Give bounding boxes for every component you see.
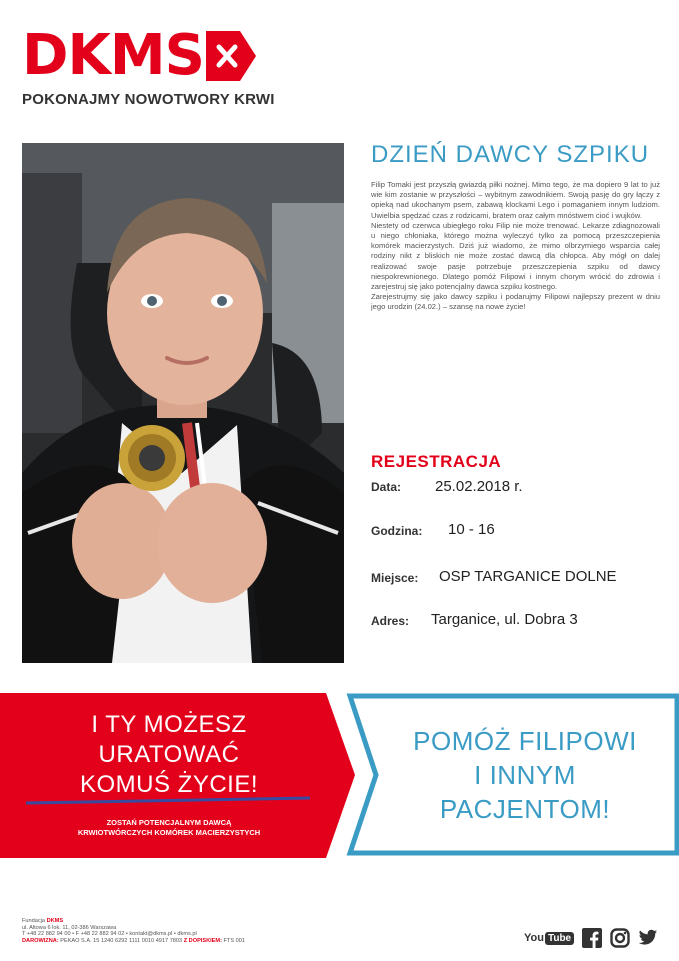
event-story (371, 180, 660, 313)
donation-note: FTS 001 (221, 937, 245, 944)
place-label: Miejsce: (371, 571, 419, 585)
date-label: Data: (371, 480, 402, 494)
story-paragraph: Niestety od czerwca ubiegłego roku Filip nie może trenować. Lekarze zdiagnozowali u niego chłoniaka, którego można wyleczyć tylko za pomocą przeszczepienia komórek macierzystych. Dziś już wiadomo, że mimo olbrzymiego wsparcia całej rodziny nikt z bliskich nie może zostać dawcą dla chłopca. Aby mógł on dalej realizować swoje pasje potrzebuje przeszczepienia szpiku od dawcy niespokrewnionego. Dlatego pomóż Filipowi i innym chorym wrócić do zdrowia i zarejestruj się jako potencjalny dawca szpiku kostnego. (371, 220, 660, 292)
social-links (524, 928, 658, 948)
twitter-icon[interactable] (638, 928, 658, 948)
footer-org-name: DKMS (46, 918, 64, 924)
date-value: 25.02.2018 r. (435, 478, 523, 495)
youtube-tube: Tube (545, 932, 574, 945)
tagline: POKONAJMY NOWOTWORY KRWI (22, 91, 275, 108)
youtube-you: You (524, 932, 544, 944)
blue-headline-line: I INNYM (474, 760, 576, 790)
registration-title: REJESTRACJA (371, 452, 502, 471)
blue-headline-line: PACJENTOM! (439, 794, 611, 824)
dkms-logo (22, 23, 256, 88)
address-label: Adres: (371, 614, 410, 628)
footer-org-prefix: Fundacja (22, 918, 47, 924)
red-subtext-line: KRWIOTWÓRCZYCH KOMÓREK MACIERZYSTYCH (77, 828, 261, 837)
red-headline-line: URATOWAĆ (98, 741, 240, 768)
footer-address: ul. Altowa 6 lok. 11, 02-386 Warszawa (22, 924, 117, 931)
youtube-icon[interactable] (524, 932, 574, 945)
donation-note-label: Z DOPISKIEM: (183, 937, 222, 944)
footer-phone: T +48 22 882 94 00 • F +48 22 882 94 02 • kontakt@dkms.pl • dkms.pl (22, 931, 197, 938)
time-value: 10 - 16 (448, 521, 495, 538)
event-title: DZIEŃ DAWCY SZPIKU (371, 141, 650, 168)
logo-text: DKMS (22, 23, 204, 88)
blue-headline (380, 724, 670, 826)
red-headline-line: KOMUŚ ŻYCIE! (79, 771, 259, 798)
red-headline-line: I TY MOŻESZ (91, 711, 247, 738)
footer-donation (22, 938, 352, 945)
story-paragraph: Filip Tomaki jest przyszłą gwiazdą piłki nożnej. Mimo tego, że ma dopiero 9 lat to już wie kim zostanie w przyszłości – wybitnym zawodnikiem. Swoją pasję do gry łączy z opieką nad ukochanym psem, zabawą klockami Lego i pomaganiem innym ludziom. Uwielbia spędzać czas z rodzicami, bratem oraz całym mnóstwem cioć i wujków. (371, 180, 660, 220)
donation-account: PEKAO S.A. 15 1240 6292 1111 0010 4917 7803 (58, 937, 184, 944)
red-subtext-line: ZOSTAŃ POTENCJALNYM DAWCĄ (106, 818, 232, 827)
instagram-icon[interactable] (610, 928, 630, 948)
footer-org (22, 918, 352, 925)
boy-with-medal-photo (22, 143, 344, 663)
red-subtext (34, 818, 304, 838)
footer-contact (22, 918, 352, 944)
place-value: OSP TARGANICE DOLNE (439, 568, 617, 585)
time-label: Godzina: (371, 524, 423, 538)
story-paragraph: Zarejestrujmy się jako dawcy szpiku i podarujmy Filipowi najlepszy prezent w dniu jego urodzin (24.02.) – szansę na nowe życie! (371, 292, 660, 312)
blue-headline-line: POMÓŻ FILIPOWI (413, 726, 637, 756)
facebook-icon[interactable] (582, 928, 602, 948)
donation-label: DAROWIZNA: (22, 937, 59, 944)
red-headline (34, 710, 304, 800)
address-value: Targanice, ul. Dobra 3 (431, 611, 578, 628)
logo-x-icon (206, 31, 256, 81)
